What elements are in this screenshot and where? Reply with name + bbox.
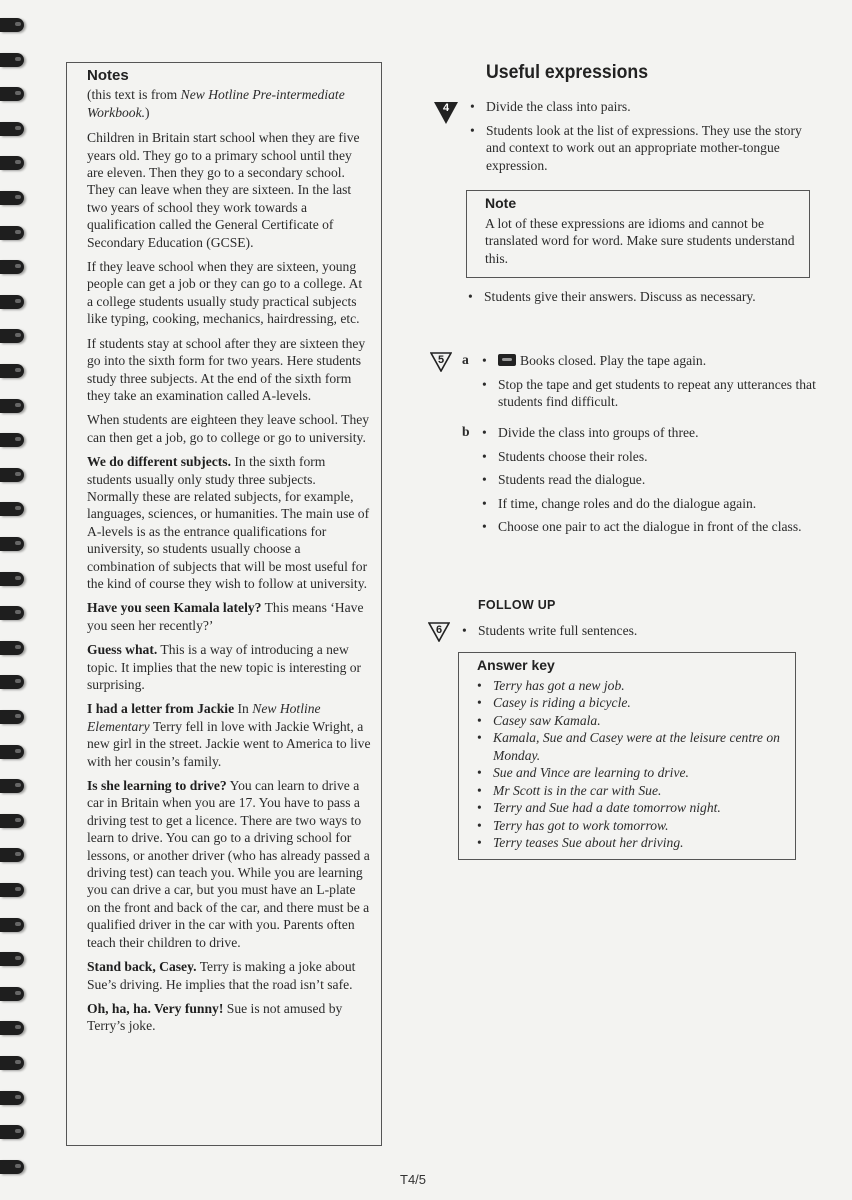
spiral-ring [0, 468, 24, 482]
note-box [466, 190, 810, 278]
cassette-tape-icon [498, 354, 516, 366]
spiral-ring [0, 745, 24, 759]
spiral-ring [0, 1056, 24, 1070]
spiral-ring [0, 260, 24, 274]
answer-key-box [458, 652, 796, 860]
spiral-ring [0, 952, 24, 966]
spiral-ring [0, 87, 24, 101]
notes-title: Notes [87, 67, 129, 84]
spiral-ring [0, 606, 24, 620]
spiral-ring [0, 364, 24, 378]
notes-paragraph: Children in Britain start school when they are five years old. They go to a primary school until they are eleven. Then they go to a secondary school. They can leave when they are sixteen. In the last two years of school they work towards a qualification called the General Certificate of Secondary Education (GCSE). [87, 130, 360, 250]
exercise-4-after-list [468, 288, 820, 312]
answer-key-title: Answer key [477, 657, 555, 673]
notes-source: (this text is from New Hotline Pre-intermediate Workbook.) [87, 87, 345, 120]
answer-item: • Terry has got to work tomorrow. [477, 817, 785, 835]
notes-paragraph: Is she learning to drive? You can learn to drive a car in Britain when you are 17. You have to pass a driving test to get a licence. There are two ways to learn to drive. You can go to a driving school for lessons, or another driver (who has already passed a driving test) can teach you. While you are learning you can drive a car, but you must have an L-plate on the front and back of the car, and there must be a qualified driver in the car with you. Parents often teach their children to drive. [87, 778, 370, 950]
list-item: • Students choose their roles. [482, 448, 822, 466]
note-text: A lot of these expressions are idioms and cannot be translated word for word. Make sure students understand this. [485, 215, 795, 266]
spiral-ring [0, 1021, 24, 1035]
spiral-ring [0, 156, 24, 170]
spiral-ring [0, 1160, 24, 1174]
list-item: • Students give their answers. Discuss as necessary. [468, 288, 820, 306]
spiral-ring [0, 53, 24, 67]
spiral-binding [0, 0, 30, 1200]
list-item: • Students look at the list of expressions. They use the story and context to work out an appropriate mother-tongue expression. [470, 122, 822, 175]
answer-item: • Terry has got a new job. [477, 677, 785, 695]
spiral-ring [0, 433, 24, 447]
spiral-ring [0, 641, 24, 655]
spiral-ring [0, 675, 24, 689]
list-item: • Students read the dialogue. [482, 471, 822, 489]
notes-paragraph: Oh, ha, ha. Very funny! Sue is not amused by Terry’s joke. [87, 1000, 343, 1034]
spiral-ring [0, 191, 24, 205]
notes-paragraph: I had a letter from Jackie In New Hotline Elementary Terry fell in love with Jackie Wright, a new girl in the street. Jackie went to America to live with her cousin’s family. [87, 701, 371, 769]
notes-paragraph: When students are eighteen they leave school. They can then get a job, go to college or go to university. [87, 412, 370, 445]
notes-paragraph: Stand back, Casey. Terry is making a joke about Sue’s driving. He implies that the road isn’t safe. [87, 959, 356, 992]
spiral-ring [0, 295, 24, 309]
exercise-5a-list [482, 352, 822, 417]
exercise-5-number: 5 [437, 354, 445, 366]
list-item: • Divide the class into pairs. [470, 98, 822, 116]
spiral-ring [0, 918, 24, 932]
spiral-ring [0, 18, 24, 32]
spiral-ring [0, 502, 24, 516]
exercise-4-number: 4 [442, 102, 450, 114]
spiral-ring [0, 1125, 24, 1139]
spiral-ring [0, 572, 24, 586]
useful-expressions-heading: Useful expressions [486, 62, 649, 83]
note-title: Note [485, 195, 517, 211]
exercise-6-list [462, 622, 814, 646]
list-item: • Students write full sentences. [462, 622, 814, 640]
notes-paragraph: Guess what. This is a way of introducing a new topic. It implies that the new topic is interesting or surprising. [87, 642, 362, 692]
answer-item: • Sue and Vince are learning to drive. [477, 764, 785, 782]
list-item: • If time, change roles and do the dialogue again. [482, 495, 822, 513]
spiral-ring [0, 329, 24, 343]
spiral-ring [0, 848, 24, 862]
exercise-6-number: 6 [435, 624, 443, 636]
notes-paragraph: Have you seen Kamala lately? This means ‘Have you seen her recently?’ [87, 600, 364, 633]
exercise-5b-label: b [462, 424, 470, 439]
list-item: • Divide the class into groups of three. [482, 424, 822, 442]
spiral-ring [0, 537, 24, 551]
spiral-ring [0, 122, 24, 136]
answer-item: • Casey is riding a bicycle. [477, 694, 785, 712]
spiral-ring [0, 814, 24, 828]
notes-paragraph: We do different subjects. In the sixth form students usually only study three subjects. Normally these are related subjects, for example, languages, sciences, or humanities. The main use of A-levels is as the entrance qualifications for university, so students usually choose a combination of subjects that will be most useful for the kind of course they wish to follow at university. [87, 454, 370, 591]
spiral-ring [0, 779, 24, 793]
page-number: T4/5 [400, 1172, 427, 1187]
notes-paragraph: If students stay at school after they are sixteen they go into the sixth form for two years. Here students study three subjects. At the end of the sixth form they take an examination called A-levels. [87, 335, 366, 403]
follow-up-heading: FOLLOW UP [478, 598, 556, 612]
spiral-ring [0, 226, 24, 240]
notes-box [66, 62, 382, 1146]
spiral-ring [0, 710, 24, 724]
answer-item: • Terry teases Sue about her driving. [477, 834, 785, 852]
notes-paragraph: If they leave school when they are sixteen, young people can get a job or they can go to a college. At a college students usually study practical subjects like typing, cooking, mechanics, hairdressing, etc. [87, 259, 363, 327]
list-item: • Stop the tape and get students to repeat any utterances that students find difficult. [482, 376, 822, 411]
answer-item: • Mr Scott is in the car with Sue. [477, 782, 785, 800]
exercise-5a-label: a [462, 352, 469, 367]
list-item: • Choose one pair to act the dialogue in front of the class. [482, 518, 822, 536]
answer-item: • Casey saw Kamala. [477, 712, 785, 730]
spiral-ring [0, 1091, 24, 1105]
answer-item: • Terry and Sue had a date tomorrow night. [477, 799, 785, 817]
exercise-4-list [470, 98, 822, 180]
answer-item: • Kamala, Sue and Casey were at the leisure centre on Monday. [477, 729, 785, 764]
exercise-5b-list [482, 424, 822, 542]
list-item: • Books closed. Play the tape again. [482, 352, 822, 370]
spiral-ring [0, 883, 24, 897]
spiral-ring [0, 987, 24, 1001]
spiral-ring [0, 399, 24, 413]
